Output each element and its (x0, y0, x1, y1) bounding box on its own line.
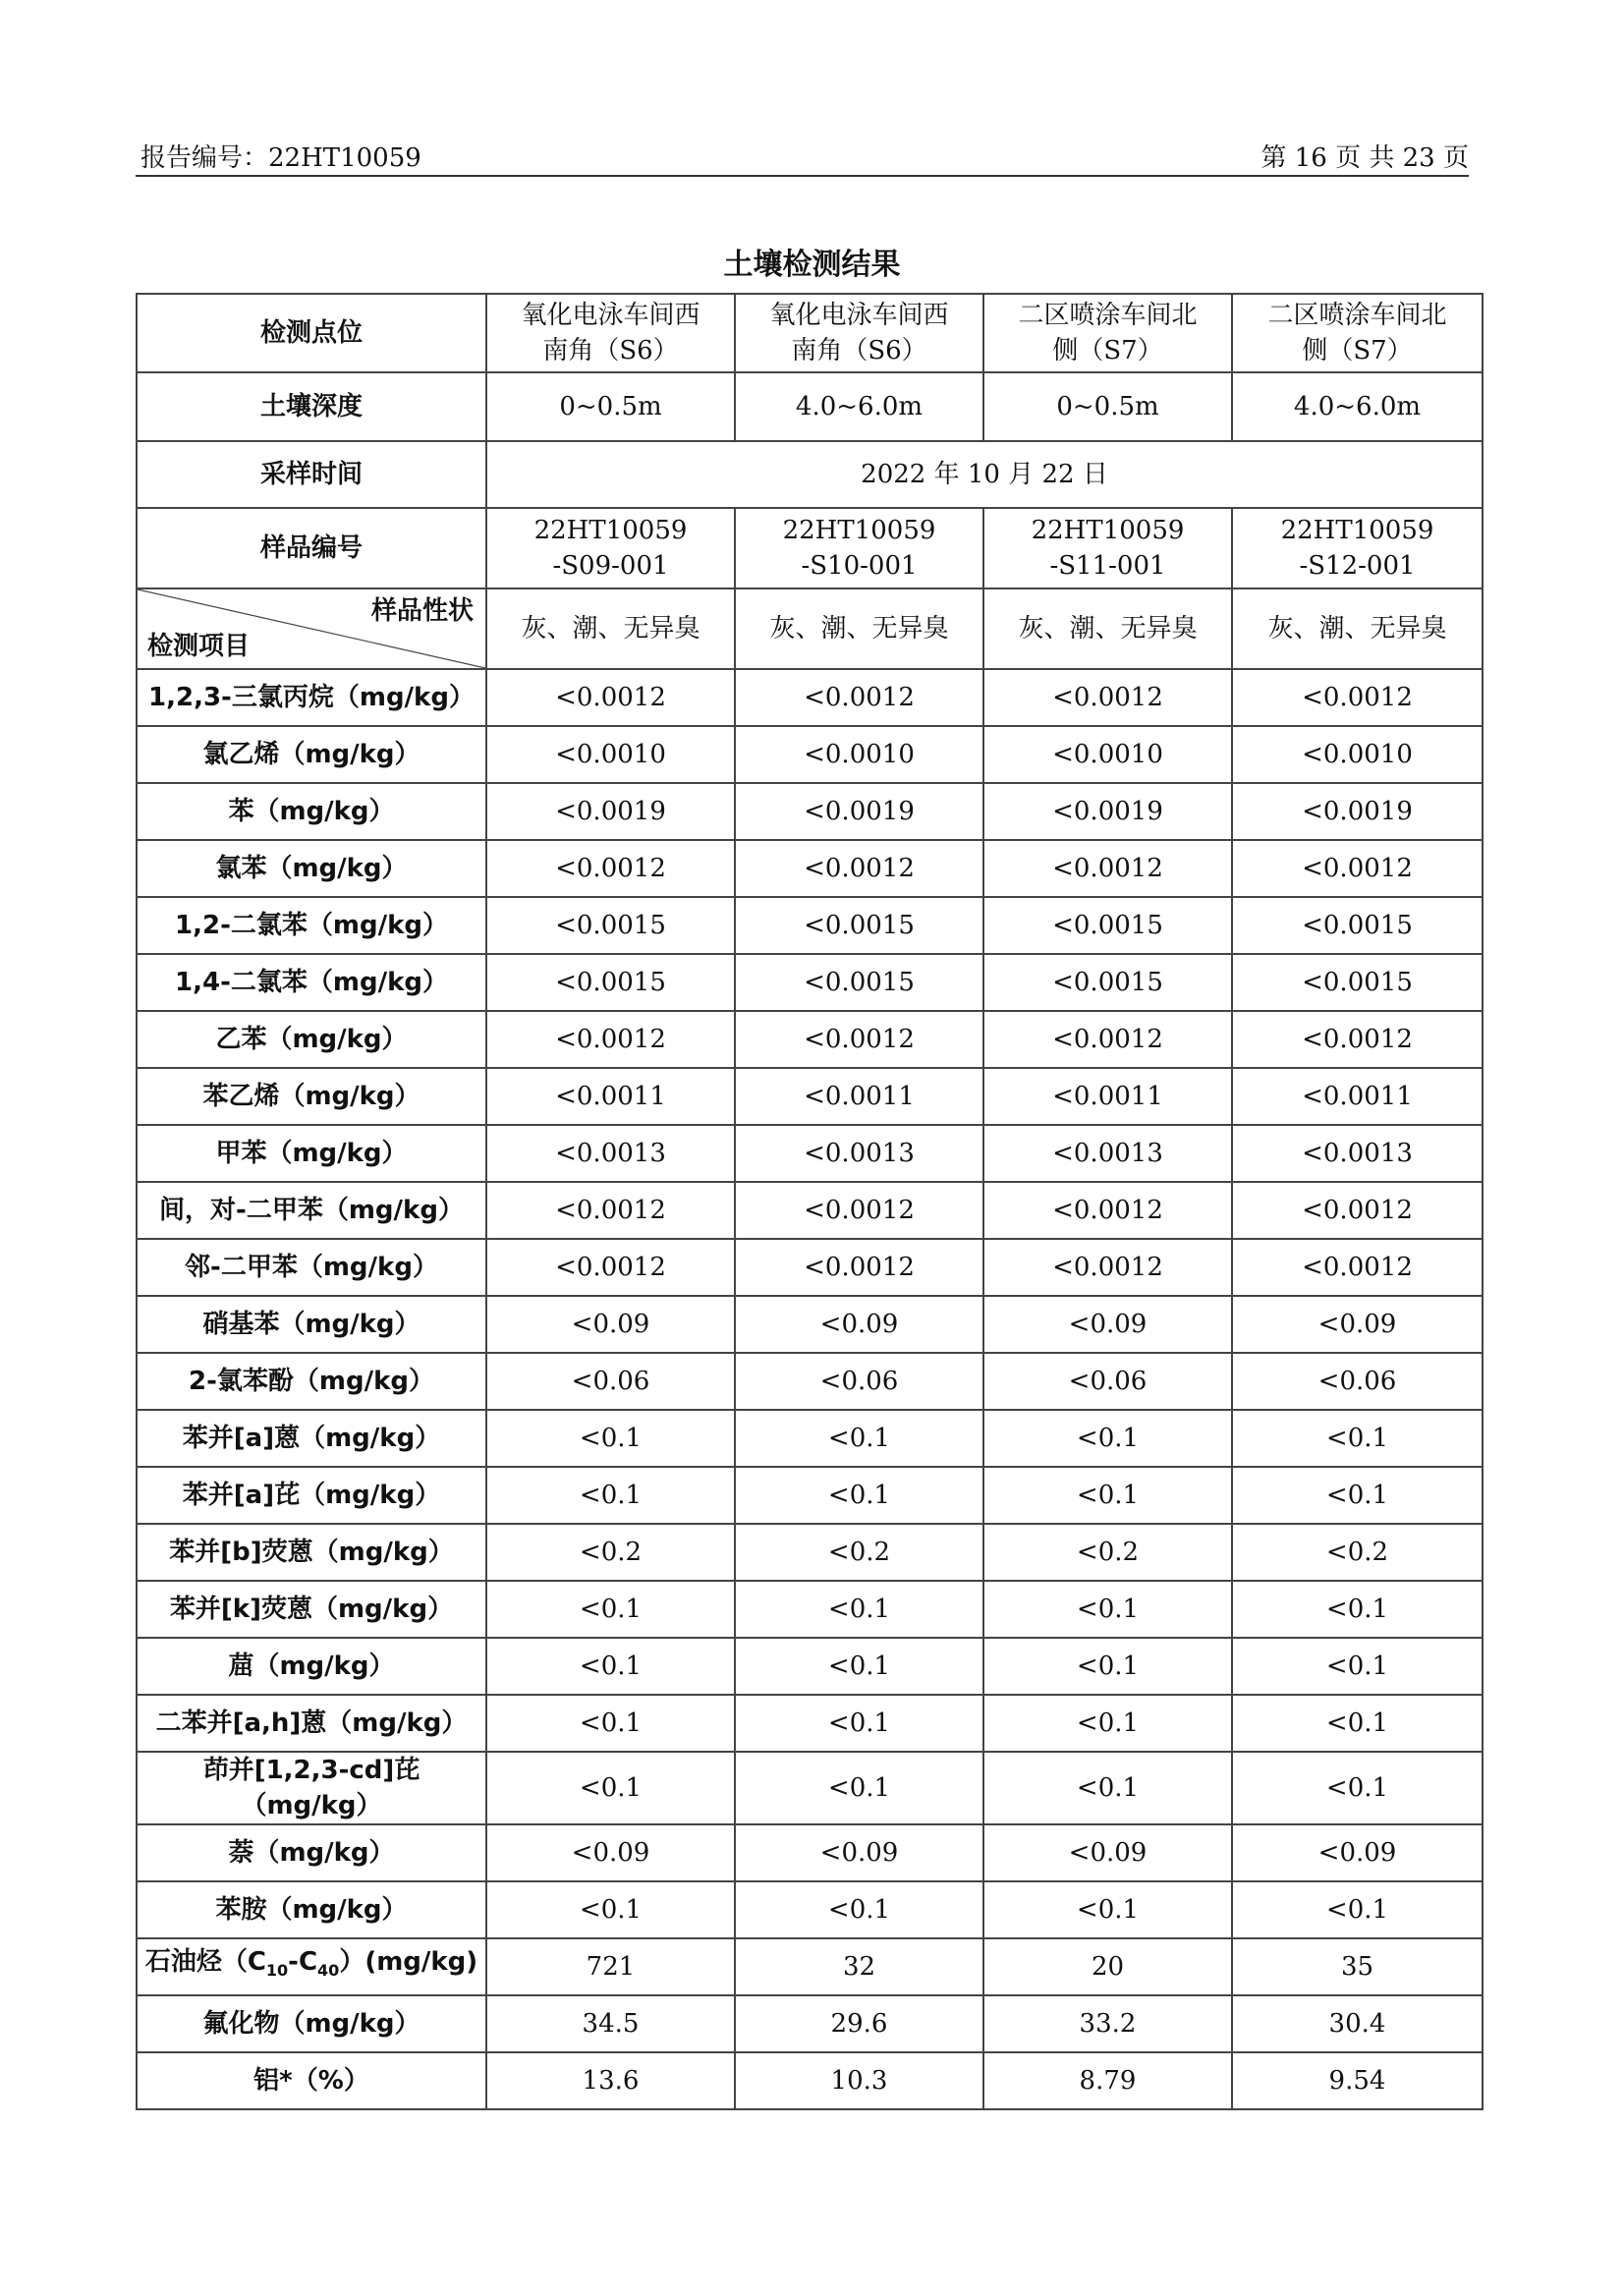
result-value: <0.0012 (735, 1011, 983, 1068)
result-value: <0.0012 (983, 1182, 1232, 1239)
result-value: <0.0013 (983, 1125, 1232, 1182)
table-row (137, 726, 1483, 783)
test-item-name: 苯并[k]荧蒽（mg/kg） (137, 1581, 486, 1638)
result-value: <0.2 (735, 1524, 983, 1581)
result-value: <0.0010 (983, 726, 1232, 783)
sampling-date: 2022 年 10 月 22 日 (486, 441, 1483, 508)
result-value: <0.0015 (983, 897, 1232, 954)
site-row (137, 294, 1483, 372)
test-item-name: 二苯并[a,h]蒽（mg/kg） (137, 1695, 486, 1752)
test-item-name: 1,2-二氯苯（mg/kg） (137, 897, 486, 954)
test-item-name: 䓛（mg/kg） (137, 1638, 486, 1695)
site-cell: 二区喷涂车间北 侧（S7） (983, 294, 1232, 372)
test-item-name: 苯并[b]荧蒽（mg/kg） (137, 1524, 486, 1581)
table-row (137, 1824, 1483, 1881)
site-cell: 氧化电泳车间西 南角（S6） (486, 294, 735, 372)
result-value: <0.1 (486, 1638, 735, 1695)
result-value: <0.2 (486, 1524, 735, 1581)
test-item-name: 1,2,3-三氯丙烷（mg/kg） (137, 669, 486, 726)
site-cell: 二区喷涂车间北 侧（S7） (1232, 294, 1483, 372)
test-item-name: 氟化物（mg/kg） (137, 1995, 486, 2052)
table-row (137, 1752, 1483, 1824)
result-value: <0.0012 (983, 1011, 1232, 1068)
result-value: <0.09 (486, 1824, 735, 1881)
test-item-name: 苯（mg/kg） (137, 783, 486, 840)
table-row (137, 2052, 1483, 2109)
result-value: <0.0010 (486, 726, 735, 783)
result-value: <0.09 (983, 1824, 1232, 1881)
result-value: <0.0015 (1232, 897, 1483, 954)
site-cell: 氧化电泳车间西 南角（S6） (735, 294, 983, 372)
result-value: <0.1 (735, 1581, 983, 1638)
result-value: <0.1 (1232, 1638, 1483, 1695)
test-item-name: 氯乙烯（mg/kg） (137, 726, 486, 783)
result-value: <0.0013 (735, 1125, 983, 1182)
result-value: 32 (735, 1938, 983, 1995)
table-row (137, 1881, 1483, 1938)
site-label: 检测点位 (137, 294, 486, 372)
result-value: <0.1 (1232, 1695, 1483, 1752)
soil-results-table (136, 293, 1484, 2110)
result-value: <0.0012 (486, 1011, 735, 1068)
table-row (137, 1638, 1483, 1695)
result-value: <0.1 (1232, 1467, 1483, 1524)
result-value: <0.0015 (486, 954, 735, 1011)
test-item-name: 间，对-二甲苯（mg/kg） (137, 1182, 486, 1239)
diagonal-header-cell (137, 588, 486, 669)
table-row (137, 1410, 1483, 1467)
sample-id-label: 样品编号 (137, 508, 486, 588)
result-value: 35 (1232, 1938, 1483, 1995)
header-rule (136, 175, 1469, 177)
result-value: <0.0012 (735, 840, 983, 897)
test-item-name: 苯并[a]蒽（mg/kg） (137, 1410, 486, 1467)
table-row (137, 1581, 1483, 1638)
test-item-name: 苯胺（mg/kg） (137, 1881, 486, 1938)
test-item-name: 2-氯苯酚（mg/kg） (137, 1353, 486, 1410)
result-value: <0.0015 (735, 897, 983, 954)
test-item-name: 邻-二甲苯（mg/kg） (137, 1239, 486, 1296)
result-value: <0.0012 (735, 1182, 983, 1239)
result-value: <0.06 (1232, 1353, 1483, 1410)
result-value: <0.0012 (1232, 1239, 1483, 1296)
table-row (137, 1695, 1483, 1752)
result-value: <0.1 (735, 1695, 983, 1752)
result-value: <0.0013 (1232, 1125, 1483, 1182)
result-value: <0.0012 (983, 840, 1232, 897)
depth-cell: 0~0.5m (983, 372, 1232, 441)
result-value: <0.1 (983, 1695, 1232, 1752)
test-item-name: 硝基苯（mg/kg） (137, 1296, 486, 1353)
result-value: <0.0012 (1232, 1182, 1483, 1239)
table-row (137, 1296, 1483, 1353)
result-value: <0.1 (486, 1695, 735, 1752)
result-value: <0.1 (983, 1752, 1232, 1824)
test-item-name: 石油烃$(C_{10}-C_{40})(mg/kg)$ (137, 1938, 486, 1995)
result-value: 13.6 (486, 2052, 735, 2109)
test-item-name: 苯并[a]芘（mg/kg） (137, 1467, 486, 1524)
depth-cell: 4.0~6.0m (1232, 372, 1483, 441)
result-value: <0.06 (983, 1353, 1232, 1410)
result-value: <0.1 (486, 1467, 735, 1524)
result-value: <0.0012 (1232, 669, 1483, 726)
result-value: 10.3 (735, 2052, 983, 2109)
table-title: 土壤检测结果 (723, 248, 901, 282)
test-item-name: 1,4-二氯苯（mg/kg） (137, 954, 486, 1011)
sample-property-cell: 灰、潮、无异臭 (1232, 588, 1483, 669)
test-item-name: 铝*（%） (137, 2052, 486, 2109)
result-value: 34.5 (486, 1995, 735, 2052)
table-row (137, 1524, 1483, 1581)
result-value: <0.0015 (1232, 954, 1483, 1011)
test-item-label: 检测项目 (147, 632, 251, 661)
sample-id-row (137, 508, 1483, 588)
result-value: <0.1 (735, 1638, 983, 1695)
table-row (137, 897, 1483, 954)
table-row (137, 1995, 1483, 2052)
result-value: <0.0019 (983, 783, 1232, 840)
test-item-name: 甲苯（mg/kg） (137, 1125, 486, 1182)
sample-id-cell: 22HT10059 -S12-001 (1232, 508, 1483, 588)
table-row (137, 783, 1483, 840)
sample-property-cell: 灰、潮、无异臭 (983, 588, 1232, 669)
result-value: <0.1 (735, 1467, 983, 1524)
table-row (137, 1467, 1483, 1524)
result-value: <0.0011 (735, 1068, 983, 1125)
depth-cell: 4.0~6.0m (735, 372, 983, 441)
result-value: <0.0012 (1232, 1011, 1483, 1068)
result-value: 30.4 (1232, 1995, 1483, 2052)
result-value: 8.79 (983, 2052, 1232, 2109)
result-value: <0.1 (983, 1881, 1232, 1938)
sample-property-cell: 灰、潮、无异臭 (486, 588, 735, 669)
result-value: <0.0012 (735, 669, 983, 726)
result-value: 20 (983, 1938, 1232, 1995)
result-value: <0.0012 (486, 1239, 735, 1296)
result-value: <0.0012 (486, 840, 735, 897)
table-row (137, 840, 1483, 897)
result-value: <0.09 (486, 1296, 735, 1353)
result-value: <0.0012 (983, 669, 1232, 726)
sample-property-label: 样品性状 (370, 596, 474, 626)
result-value: <0.1 (983, 1410, 1232, 1467)
table-row (137, 1011, 1483, 1068)
table-row (137, 669, 1483, 726)
depth-cell: 0~0.5m (486, 372, 735, 441)
result-value: <0.0012 (486, 1182, 735, 1239)
result-value: <0.0015 (983, 954, 1232, 1011)
result-value: <0.0019 (1232, 783, 1483, 840)
result-value: <0.1 (983, 1581, 1232, 1638)
result-value: <0.0019 (735, 783, 983, 840)
result-value: <0.09 (983, 1296, 1232, 1353)
depth-label: 土壤深度 (137, 372, 486, 441)
result-value: <0.09 (1232, 1296, 1483, 1353)
result-value: <0.1 (486, 1881, 735, 1938)
result-value: <0.0011 (983, 1068, 1232, 1125)
result-value: <0.1 (486, 1752, 735, 1824)
result-value: <0.0012 (983, 1239, 1232, 1296)
report-number: 报告编号：22HT10059 (140, 143, 421, 173)
result-value: <0.0013 (486, 1125, 735, 1182)
table-row (137, 954, 1483, 1011)
result-value: <0.1 (1232, 1581, 1483, 1638)
sample-id-cell: 22HT10059 -S10-001 (735, 508, 983, 588)
sampling-time-row (137, 441, 1483, 508)
result-value: <0.0011 (1232, 1068, 1483, 1125)
result-value: <0.0015 (735, 954, 983, 1011)
table-row (137, 1938, 1483, 1995)
result-value: <0.06 (735, 1353, 983, 1410)
sample-property-cell: 灰、潮、无异臭 (735, 588, 983, 669)
sample-property-row (137, 588, 1483, 669)
result-value: 721 (486, 1938, 735, 1995)
result-value: <0.1 (983, 1467, 1232, 1524)
result-value: <0.1 (983, 1638, 1232, 1695)
result-value: <0.09 (1232, 1824, 1483, 1881)
result-value: 29.6 (735, 1995, 983, 2052)
result-value: <0.09 (735, 1296, 983, 1353)
depth-row (137, 372, 1483, 441)
table-row (137, 1239, 1483, 1296)
result-value: <0.1 (735, 1410, 983, 1467)
result-value: <0.1 (735, 1881, 983, 1938)
sample-id-cell: 22HT10059 -S09-001 (486, 508, 735, 588)
test-item-name: 茚并[1,2,3-cd]芘（mg/kg） (137, 1752, 486, 1824)
table-row (137, 1182, 1483, 1239)
page-number: 第 16 页 共 23 页 (1260, 143, 1469, 173)
result-value: <0.0011 (486, 1068, 735, 1125)
result-value: <0.0019 (486, 783, 735, 840)
result-value: <0.1 (486, 1410, 735, 1467)
table-row (137, 1068, 1483, 1125)
result-value: <0.0010 (1232, 726, 1483, 783)
result-value: <0.06 (486, 1353, 735, 1410)
table-row (137, 1353, 1483, 1410)
sample-id-cell: 22HT10059 -S11-001 (983, 508, 1232, 588)
result-value: <0.1 (735, 1752, 983, 1824)
result-value: <0.0015 (486, 897, 735, 954)
result-value: <0.09 (735, 1824, 983, 1881)
result-value: <0.2 (1232, 1524, 1483, 1581)
result-value: <0.0012 (1232, 840, 1483, 897)
test-item-name: 苯乙烯（mg/kg） (137, 1068, 486, 1125)
test-item-name: 乙苯（mg/kg） (137, 1011, 486, 1068)
result-value: <0.1 (1232, 1410, 1483, 1467)
result-value: <0.0010 (735, 726, 983, 783)
result-value: <0.0012 (735, 1239, 983, 1296)
sampling-time-label: 采样时间 (137, 441, 486, 508)
test-item-name: 萘（mg/kg） (137, 1824, 486, 1881)
result-value: <0.2 (983, 1524, 1232, 1581)
result-value: <0.0012 (486, 669, 735, 726)
result-value: <0.1 (1232, 1881, 1483, 1938)
result-value: 9.54 (1232, 2052, 1483, 2109)
result-value: 33.2 (983, 1995, 1232, 2052)
test-item-name: 氯苯（mg/kg） (137, 840, 486, 897)
result-value: <0.1 (486, 1581, 735, 1638)
result-value: <0.1 (1232, 1752, 1483, 1824)
table-row (137, 1125, 1483, 1182)
